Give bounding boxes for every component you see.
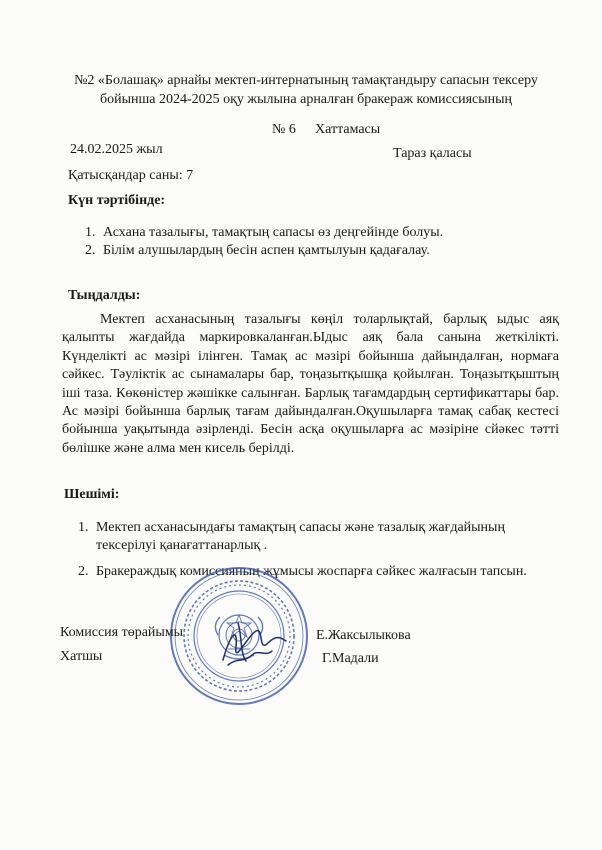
secretary-name: Г.Мадали [322, 651, 379, 666]
agenda-item [85, 224, 443, 242]
agenda-item-number: 2. [85, 243, 96, 258]
secretary-label: Хатшы [60, 649, 103, 664]
decision-item-number: 2. [78, 564, 89, 579]
document-date: 24.02.2025 жыл [70, 142, 163, 157]
participants-count: Қатысқандар саны: 7 [68, 168, 194, 183]
agenda-heading: Күн тәртібінде: [68, 193, 166, 208]
decision-heading: Шешімі: [64, 487, 120, 502]
decision-item [78, 519, 505, 555]
protocol-number: № 6 [272, 122, 296, 137]
decision-item-text: Бракераждық комиссияның жұмысы жоспарға сәйкес жалғасын тапсын. [96, 564, 527, 579]
header-line-1: №2 «Болашақ» арнайы мектеп-интернатының тамақтандыру сапасын тексеру [74, 73, 538, 88]
heard-heading: Тыңдалды: [68, 288, 141, 303]
agenda-item [85, 242, 430, 260]
decision-item-text: Мектеп асханасындағы тамақтың сапасы және тазалық жағдайының [96, 520, 505, 535]
chair-name: Е.Жаксылыкова [316, 628, 411, 643]
chair-label: Комиссия төрайымы [60, 625, 184, 640]
decision-item-text-continued: тексерілуі қанағаттанарлық . [96, 538, 268, 553]
decision-item-number: 1. [78, 520, 89, 535]
document-city: Тараз қаласы [393, 146, 472, 161]
header-line-2: бойынша 2024-2025 оқу жылына арналған бракераж комиссиясының [99, 92, 513, 107]
protocol-title: Хаттамасы [315, 122, 381, 137]
agenda-item-text: Асхана тазалығы, тамақтың сапасы өз деңгейінде болуы. [103, 225, 444, 240]
agenda-item-text: Білім алушылардың бесін аспен қамтылуын қадағалау. [103, 243, 430, 258]
official-stamp [168, 565, 310, 707]
agenda-item-number: 1. [85, 225, 96, 240]
heard-paragraph: Мектеп асханасының тазалығы көңіл толарлықтай, барлық ыдыс аяқ қалыпты жағдайда маркировкаланған.Ыдыс аяқ бала санына жеткілікті. Күнделікті ас мәзірі ілінген. Тамақ ас мәзірі бойынша дайындалған, нормаға сәйкес. Тәуліктік ас сынамалары бар, тоңазытқышқа қойылған. Тоңазытқыштың іші таза. Көкөністер жәшікке салынған. Барлық тағамдардың сертификаттары бар. Ас мәзірі бойынша барлық тағам дайындалған.Оқушыларға тамақ сабақ кестесі бойынша уақытында әзірленді. Бесін асқа оқушыларға ас мәзіріне сйәкес тәтті бөлішке және алма мен кисель берілді. [62, 312, 559, 456]
